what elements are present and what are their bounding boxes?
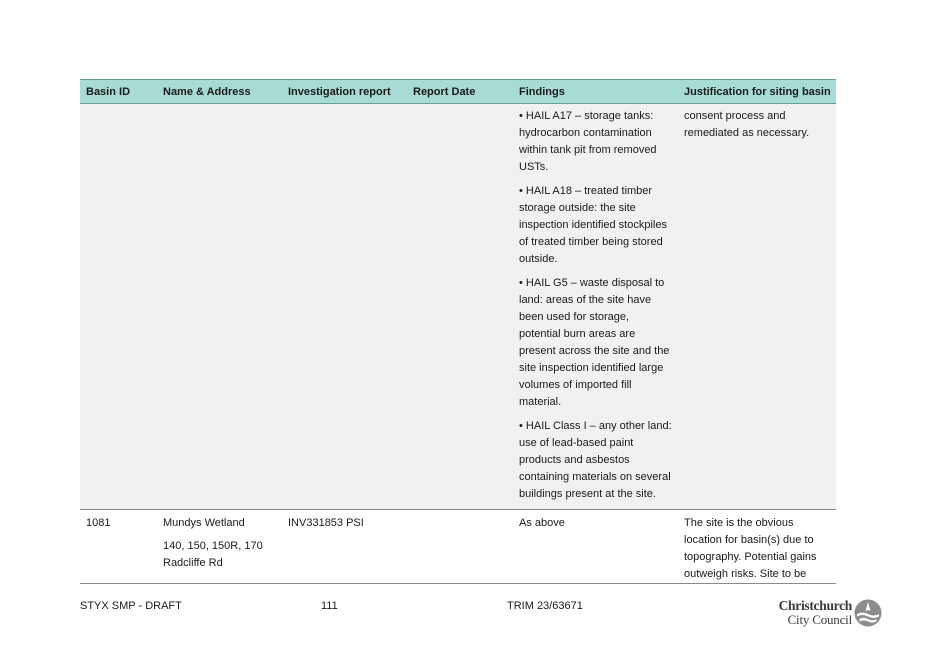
basin-table <box>80 79 836 584</box>
cell-justification: The site is the obvious location for basin(s) due to topography. Potential gains outweigh risks. Site to be <box>678 510 836 584</box>
cell-name-address <box>157 104 282 510</box>
site-address: 140, 150, 150R, 170 Radcliffe Rd <box>163 540 263 569</box>
cell-findings: As above <box>513 510 678 584</box>
header-findings: Findings <box>513 80 678 104</box>
cell-basin-id <box>80 104 157 510</box>
cell-name-address <box>157 510 282 584</box>
finding-hail-a18: • HAIL A18 – treated timber storage outside: the site inspection identified stockpiles of treated timber being stored outside. <box>519 185 667 265</box>
council-logo-icon <box>854 599 882 627</box>
cell-report <box>282 104 407 510</box>
cell-report-date <box>407 104 513 510</box>
logo-wordmark: Christchurch City Council <box>778 598 852 627</box>
cell-findings <box>513 104 678 510</box>
finding-hail-a17: • HAIL A17 – storage tanks: hydrocarbon contamination within tank pit from removed USTs. <box>519 110 657 173</box>
header-name-address: Name & Address <box>157 80 282 104</box>
cell-justification: consent process and remediated as necessary. <box>678 104 836 510</box>
finding-hail-g5: • HAIL G5 – waste disposal to land: areas of the site have been used for storage, potential burn areas are present across the site and the site inspection identified large volumes of imported fill material. <box>519 277 670 408</box>
table-row-1081 <box>80 510 836 584</box>
council-logo <box>768 598 884 630</box>
header-basin-id: Basin ID <box>80 80 157 104</box>
footer-trim-ref: TRIM 23/63671 <box>507 600 583 612</box>
finding-hail-class-i: • HAIL Class I – any other land: use of lead-based paint products and asbestos containing materials on several buildings present at the site. <box>519 420 672 500</box>
footer-page-number: 111 <box>321 600 338 612</box>
header-justification: Justification for siting basin <box>678 80 836 104</box>
header-report-date: Report Date <box>407 80 513 104</box>
cell-report-date <box>407 510 513 584</box>
site-name: Mundys Wetland <box>163 517 245 529</box>
table-row-continuation <box>80 104 836 510</box>
footer-doc-label: STYX SMP - DRAFT <box>80 600 182 612</box>
header-investigation-report: Investigation report <box>282 80 407 104</box>
cell-report: INV331853 PSI <box>282 510 407 584</box>
table-header-row <box>80 80 836 104</box>
cell-basin-id: 1081 <box>80 510 157 584</box>
